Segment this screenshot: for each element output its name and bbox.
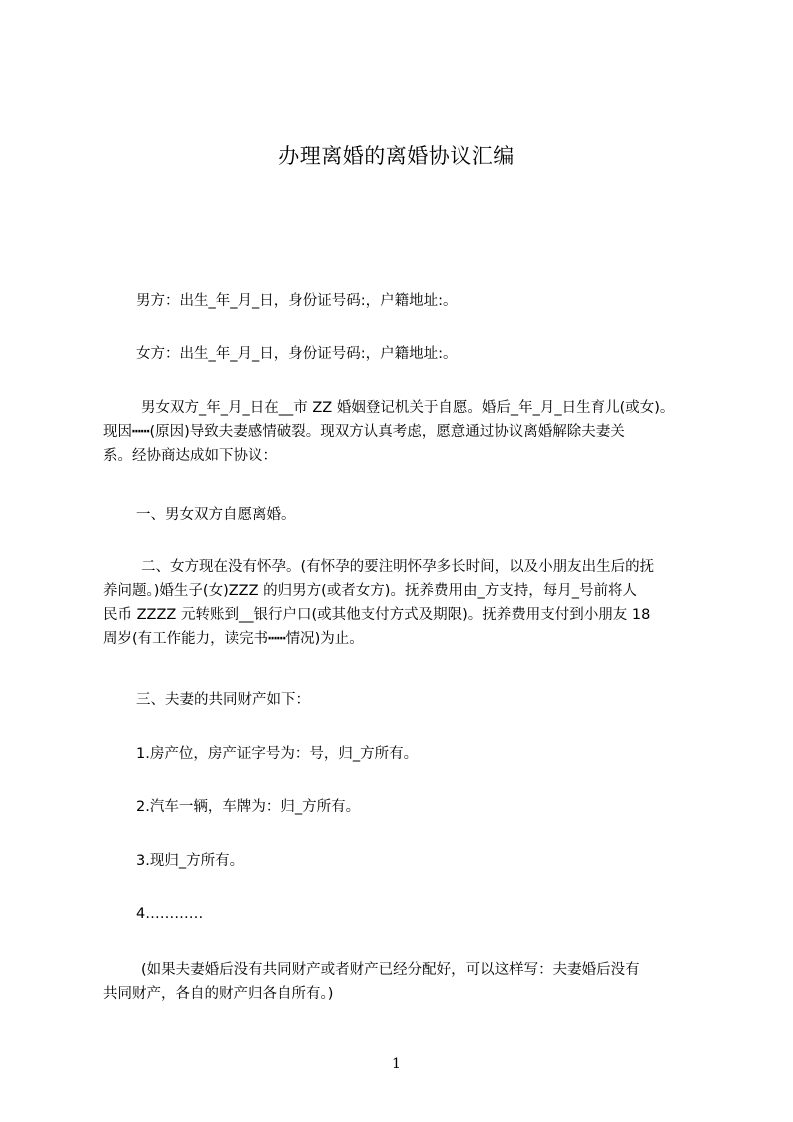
- paragraph-female-party: [103, 342, 715, 366]
- paragraph-line: 共同财产，各自的财产归各自所有。): [103, 986, 334, 1002]
- paragraph-line: 二、女方现在没有怀孕。(有怀孕的要注明怀孕多长时间，以及小朋友出生后的抚: [141, 559, 655, 575]
- paragraph-line: 男方：出生_年_月_日，身份证号码:，户籍地址:。: [136, 293, 458, 309]
- paragraph-line: 养问题。)婚生子(女)ZZZ 的归男方(或者女方)。抚养费用由_方支持，每月_号前将人: [103, 583, 637, 599]
- paragraph-line: 4…………: [136, 906, 204, 922]
- page-number: 1: [392, 1056, 401, 1072]
- property-item-2: [103, 795, 715, 819]
- paragraph-line: 三、夫妻的共同财产如下：: [136, 692, 310, 708]
- paragraph-line: 现因┅┅(原因)导致夫妻感情破裂。现双方认真考虑，愿意通过协议离婚解除夫妻关: [103, 424, 625, 440]
- note-paragraph: [103, 958, 715, 1006]
- paragraph-background: [103, 396, 715, 468]
- clause-2: [103, 555, 715, 651]
- clause-1: [103, 503, 715, 527]
- paragraph-line: 系。经协商达成如下协议：: [103, 448, 277, 464]
- paragraph-male-party: [103, 289, 715, 313]
- paragraph-line: 周岁(有工作能力，读完书┅┅情况)为止。: [103, 631, 364, 647]
- paragraph-line: 民币 ZZZZ 元转账到__银行户口(或其他支付方式及期限)。抚养费用支付到小朋友 18: [103, 607, 651, 623]
- paragraph-line: 女方：出生_年_月_日，身份证号码:，户籍地址:。: [136, 346, 458, 362]
- paragraph-line: (如果夫妻婚后没有共同财产或者财产已经分配好，可以这样写：夫妻婚后没有: [141, 962, 640, 978]
- paragraph-line: 男女双方_年_月_日在__市 ZZ 婚姻登记机关于自愿。婚后_年_月_日生育儿(或女)。: [141, 400, 675, 416]
- paragraph-line: 一、男女双方自愿离婚。: [136, 507, 296, 523]
- paragraph-line: 1.房产位，房产证字号为：号，归_方所有。: [136, 746, 419, 762]
- paragraph-line: 3.现归_方所有。: [136, 853, 245, 869]
- document-title: 办理离婚的离婚协议汇编: [278, 144, 515, 168]
- clause-3: [103, 688, 715, 712]
- paragraph-line: 2.汽车一辆，车牌为：归_方所有。: [136, 799, 361, 815]
- property-item-1: [103, 742, 715, 766]
- property-item-4: [103, 902, 715, 926]
- property-item-3: [103, 849, 715, 873]
